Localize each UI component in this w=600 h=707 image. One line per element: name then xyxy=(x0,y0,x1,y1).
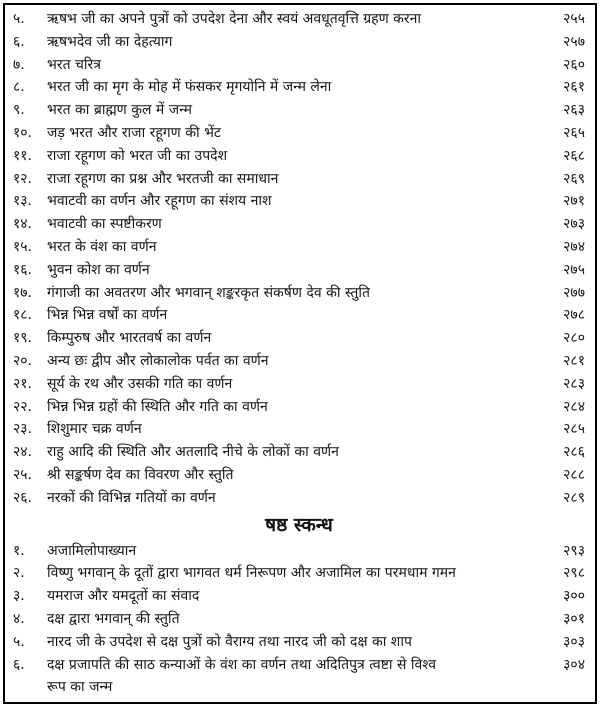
entry-title: विष्णु भगवान् के दूतों द्वारा भागवत धर्म निरूपण और अजामिल का परमधाम गमन xyxy=(47,565,456,582)
toc-entry xyxy=(13,99,585,122)
entry-title: भिन्न भिन्न वर्षों का वर्णन xyxy=(47,307,168,324)
entry-number: ९. xyxy=(13,102,25,119)
toc-entry xyxy=(13,145,585,168)
entry-page: २६० xyxy=(563,56,585,73)
toc-entry xyxy=(13,8,585,31)
book-page xyxy=(3,3,597,704)
entry-number: १५. xyxy=(13,238,33,255)
entry-number: १८. xyxy=(13,307,33,324)
entry-page: २८५ xyxy=(563,421,585,438)
toc-entry xyxy=(13,654,585,677)
entry-number: २४. xyxy=(13,444,33,461)
entry-title: ऋषभदेव जी का देहत्याग xyxy=(47,33,173,50)
entry-number: ५. xyxy=(13,11,25,27)
entry-page: २७७ xyxy=(563,284,585,301)
entry-title: भरत का ब्राह्मण कुल में जन्म xyxy=(47,102,192,119)
entry-title: भवाटवी का स्पष्टीकरण xyxy=(47,216,162,233)
entry-title: भुवन कोश का वर्णन xyxy=(47,261,150,278)
entry-title: जड़ भरत और राजा रहूगण की भेंट xyxy=(47,124,221,141)
entry-page: २५७ xyxy=(563,33,585,50)
toc-entry-continuation xyxy=(13,676,585,699)
entry-title-continuation: रूप का जन्म xyxy=(47,679,113,696)
toc-part2 xyxy=(13,540,585,700)
toc-part1 xyxy=(13,8,585,510)
toc-entry xyxy=(13,190,585,213)
entry-page: २८१ xyxy=(563,352,585,369)
entry-number: २५. xyxy=(13,466,33,483)
toc-entry xyxy=(13,608,585,631)
entry-title: राजा रहूगण को भरत जी का उपदेश xyxy=(47,147,228,164)
entry-page: २५५ xyxy=(563,11,585,27)
entry-page: २७५ xyxy=(563,261,585,278)
entry-page: २८६ xyxy=(563,444,585,461)
entry-title: नरकों की विभिन्न गतियों का वर्णन xyxy=(47,489,216,506)
entry-number: २०. xyxy=(13,352,33,369)
entry-number: २३. xyxy=(13,421,33,438)
toc-entry xyxy=(13,304,585,327)
toc-entry xyxy=(13,236,585,259)
entry-page: २७८ xyxy=(563,307,585,324)
entry-title: अन्य छः द्वीप और लोकालोक पर्वत का वर्णन xyxy=(47,352,269,369)
entry-title: अजामिलोपाख्यान xyxy=(47,542,137,559)
entry-number: १. xyxy=(13,542,25,559)
toc-entry xyxy=(13,259,585,282)
toc-entry xyxy=(13,282,585,305)
entry-page: २७१ xyxy=(563,193,585,210)
entry-title: भरत जी का मृग के मोह में फंसकर मृगयोनि में जन्म लेना xyxy=(47,79,332,96)
entry-title: भवाटवी का वर्णन और रहूगण का संशय नाश xyxy=(47,193,272,210)
entry-page: २८८ xyxy=(563,466,585,483)
entry-title: दक्ष प्रजापति की साठ कन्याओं के वंश का वर्णन तथा अदितिपुत्र त्वष्टा से विश्व xyxy=(47,656,437,673)
entry-page: २८३ xyxy=(563,375,585,392)
entry-title: श्री सङ्कर्षण देव का विवरण और स्तुति xyxy=(47,466,234,483)
entry-page: २८४ xyxy=(563,398,585,415)
toc-entry xyxy=(13,213,585,236)
entry-title: नारद जी के उपदेश से दक्ष पुत्रों को वैराग्य तथा नारद जी को दक्ष का शाप xyxy=(47,633,412,650)
entry-page: २६८ xyxy=(563,147,585,164)
entry-number: ६. xyxy=(13,33,25,50)
entry-page: २७३ xyxy=(563,216,585,233)
entry-page: २८९ xyxy=(563,489,585,506)
entry-page: २८० xyxy=(563,330,585,347)
entry-page: ३०१ xyxy=(563,610,585,627)
entry-number: १२. xyxy=(13,170,33,187)
entry-number: २१. xyxy=(13,375,33,392)
entry-page: २६१ xyxy=(563,79,585,96)
toc-entry xyxy=(13,168,585,191)
entry-page: ३०४ xyxy=(563,656,585,673)
toc-entry xyxy=(13,418,585,441)
entry-number: १९. xyxy=(13,330,33,347)
entry-page: २६५ xyxy=(563,124,585,141)
toc-entry xyxy=(13,562,585,585)
entry-number: ८. xyxy=(13,79,25,96)
entry-number: ११. xyxy=(13,147,33,164)
entry-title: भरत के वंश का वर्णन xyxy=(47,238,157,255)
entry-number: ७. xyxy=(13,56,25,73)
entry-number: १७. xyxy=(13,284,33,301)
entry-number: ६. xyxy=(13,656,25,673)
entry-page: ३०० xyxy=(563,588,585,605)
entry-page: २७४ xyxy=(563,238,585,255)
entry-title: भिन्न भिन्न ग्रहों की स्थिति और गति का वर्णन xyxy=(47,398,268,415)
entry-title: राहु आदि की स्थिति और अतलादि नीचे के लोकों का वर्णन xyxy=(47,444,339,461)
toc-entry xyxy=(13,540,585,563)
entry-number: १०. xyxy=(13,124,33,141)
toc-entry xyxy=(13,585,585,608)
toc-entry xyxy=(13,631,585,654)
entry-title: सूर्य के रथ और उसकी गति का वर्णन xyxy=(47,375,233,392)
entry-number: २. xyxy=(13,565,25,582)
entry-title: भरत चरित्र xyxy=(47,56,101,73)
entry-title: शिशुमार चक्र वर्णन xyxy=(47,421,142,438)
entry-page: २६९ xyxy=(563,170,585,187)
toc-entry xyxy=(13,122,585,145)
entry-page: २९३ xyxy=(563,542,585,559)
entry-number: ५. xyxy=(13,633,25,650)
entry-number: १४. xyxy=(13,216,33,233)
entry-title: गंगाजी का अवतरण और भगवान् शङ्करकृत संकर्षण देव की स्तुति xyxy=(47,284,370,301)
entry-title: दक्ष द्वारा भगवान् की स्तुति xyxy=(47,610,180,627)
entry-number: २२. xyxy=(13,398,33,415)
toc-entry xyxy=(13,441,585,464)
entry-title: यमराज और यमदूतों का संवाद xyxy=(47,588,200,605)
toc-entry xyxy=(13,396,585,419)
entry-number: १६. xyxy=(13,261,33,278)
toc-entry xyxy=(13,373,585,396)
entry-page: ३०३ xyxy=(563,633,585,650)
entry-title: किम्पुरुष और भारतवर्ष का वर्णन xyxy=(47,330,212,347)
toc-entry xyxy=(13,350,585,373)
toc-entry xyxy=(13,54,585,77)
toc-entry xyxy=(13,76,585,99)
entry-number: १३. xyxy=(13,193,33,210)
entry-number: ४. xyxy=(13,610,25,627)
toc-entry xyxy=(13,31,585,54)
entry-title: राजा रहूगण का प्रश्न और भरतजी का समाधान xyxy=(47,170,279,187)
toc-entry xyxy=(13,464,585,487)
entry-title: ऋषभ जी का अपने पुत्रों को उपदेश देना और स्वयं अवधूतवृत्ति ग्रहण करना xyxy=(47,11,422,27)
entry-number: ३. xyxy=(13,588,25,605)
entry-page: २६३ xyxy=(563,102,585,119)
toc-entry xyxy=(13,487,585,510)
entry-number: २६. xyxy=(13,489,33,506)
toc-entry xyxy=(13,327,585,350)
entry-page: २९८ xyxy=(563,565,585,582)
section-heading: षष्ठ स्कन्ध xyxy=(265,513,333,536)
